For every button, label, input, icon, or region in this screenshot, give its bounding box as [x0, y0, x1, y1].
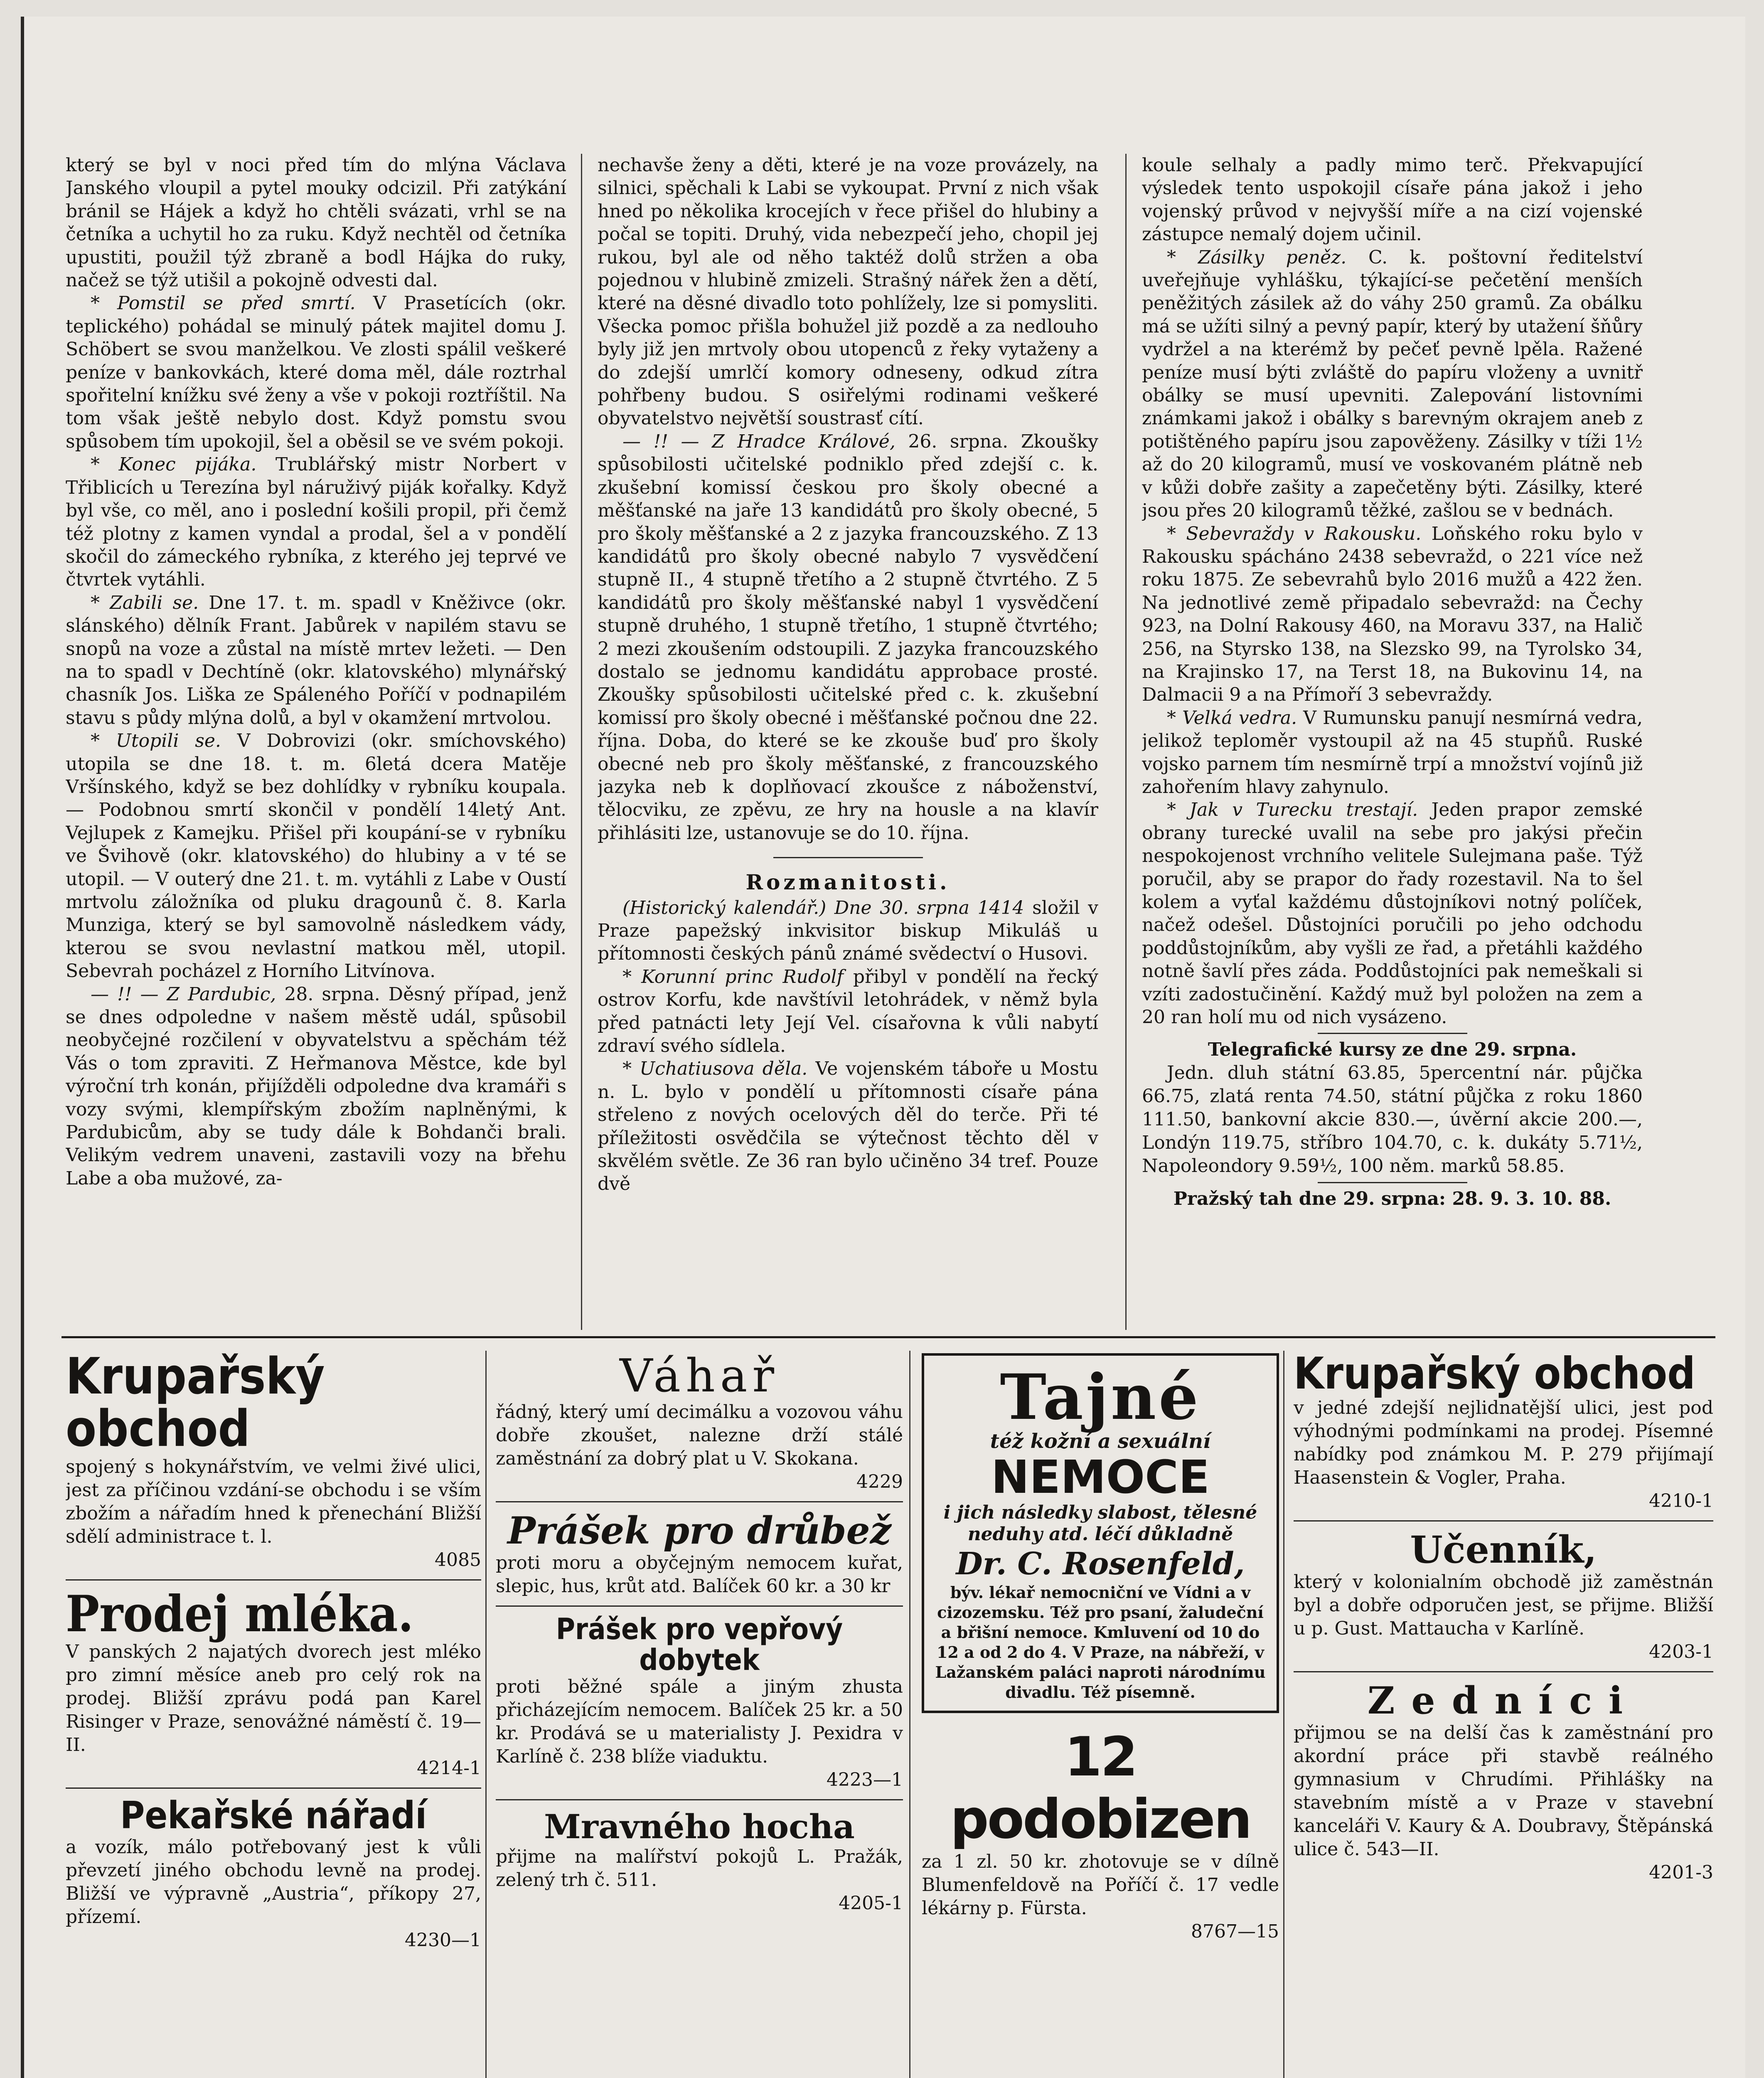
article-heading: * Jak v Turecku trestají. — [1167, 799, 1418, 821]
ad-name: Dr. C. Rosenfeld, — [956, 1546, 1245, 1582]
ad-code: 8767—15 — [1191, 1921, 1279, 1942]
article-paragraph — [66, 292, 566, 453]
ad-title: Zedníci — [1367, 1679, 1640, 1723]
column-1 — [66, 154, 566, 1330]
ad-text: proti běžné spále a jiným zhusta přicházejícím nemocem. Balíček 25 kr. a 50 kr. Prodává se u materialisty J. Pexidra v Karlíně č. 238 blíže viaduktu. — [496, 1676, 903, 1767]
ad-text: v jedné zdejší nejlidnatější ulici, jest pod výhodnými podmínkami na prodej. Písemné nabídky pod známkou M. P. 279 přijímají Haasenstein & Vogler, Praha. — [1294, 1397, 1713, 1489]
ad-title: Prodej mléka. — [66, 1585, 414, 1643]
ads-top-rule — [62, 1336, 1715, 1338]
ad-text: i jich následky slabost, tělesné neduhy atd. léčí důkladně — [943, 1502, 1257, 1545]
article-text: Loňského roku bylo v Rakousku spácháno 2438 sebevražd, o 221 více než roku 1875. Ze sebevrahů bylo 2016 mužů a 422 žen. Na jednotlivé země připadalo sebevražd: na Čechy 923, na Dolní Rakousy 460, na Moravu 337, na Halič 256, na Styrsko 138, na Slezsko 99, na Tyrolsko 34, na Krajinsko 17, na Terst 18, na Bukovinu 14, na Dalmacii 9 a na Přímoří 3 sebevraždy. — [1142, 523, 1643, 706]
article-heading: (Historický kalendář.) Dne 30. srpna 1414 — [622, 897, 1024, 918]
article-text: Dne 17. t. m. spadl v Kněživce (okr. slánského) dělník Frant. Jabůrek v napilém stavu se snopů na voze a zůstal na místě mrtev ležeti. — Den na to spadl v Dechtíně (okr. klatovského) mlynářský chasník Jos. Liška ze Spáleného Poříčí v podnapilém stavu s půdy mlýna dolů, a byl v okamžení mrtvolou. — [66, 592, 566, 729]
ad-title: Krupařský obchod — [66, 1351, 325, 1458]
lottery-results: Pražský tah dne 29. srpna: 28. 9. 3. 10. 88. — [1173, 1188, 1611, 1209]
article-heading: * Sebevraždy v Rakousku. — [1167, 523, 1422, 544]
article-text: 26. srpna. Zkoušky spůsobilosti učitelské podniklo před zdejší c. k. zkušební komissí českou pro školy obecné a měšťanské na jaře 13 kandidátů pro školy obecné, 5 pro školy měšťanské a 2 z jazyka francouzského. Z 13 kandidátů pro školy obecné nabylo 7 vysvědčení stupně II., 4 stupně třetího a 2 stupně čtvrtého. Z 5 kandidátů pro školy měšťanské nabyl 1 vysvědčení stupně druhého, 1 stupně třetího, 1 stupně čtvrtého; 2 mezi zkoušením odstoupili. Z jazyka francouzského dostalo se jednomu kandidátu approbace prosté. Zkoušky spůsobilosti učitelské před c. k. zkušební komissí pro školy obecné i měšťanské počnou dne 22. října. Doba, do které se ke zkouše buď pro školy obecné neb pro školy měšťanské, z francouzského jazyka neb k doplňovací zkoušce z náboženství, tělocviku, ze zpěvu, ze hry na housle a na klavír přihlásiti lze, ustanovuje se do 10. října. — [598, 431, 1098, 844]
article-paragraph — [598, 430, 1098, 844]
ad-code: 4223—1 — [827, 1769, 903, 1790]
article-text: V Rumunsku panují nesmírná vedra, jelikož teploměr vystoupil až na 45 stupňů. Ruské vojsko parnem tím nesmírně trpí a množství vojínů již zahořením hlavy zahynulo. — [1142, 707, 1643, 798]
ads-column-1 — [66, 1351, 481, 2078]
article-paragraph — [66, 983, 566, 1190]
article-heading: * Pomstil se před smrtí. — [91, 293, 356, 314]
ad-title: Prášek pro drůbež — [507, 1509, 891, 1553]
article-paragraph — [66, 453, 566, 591]
ad-code: 4201-3 — [1649, 1862, 1713, 1883]
ad-title: 12 podobizen — [950, 1725, 1251, 1851]
article-paragraph — [1142, 798, 1643, 1029]
ad-code: 4203-1 — [1649, 1641, 1713, 1663]
column-divider — [1283, 1351, 1284, 2078]
ad-code: 4214-1 — [417, 1758, 481, 1779]
article-paragraph — [1142, 522, 1643, 707]
ad-divider — [66, 1787, 481, 1789]
article-text: složil v Praze papežský inkvisitor biskup Mikuláš u přítomnosti českých pánů známé svědectví o Husovi. — [598, 897, 1098, 965]
ad-subtitle: též kožní a sexuální — [990, 1430, 1211, 1453]
ad-code: 4230—1 — [405, 1929, 481, 1951]
courses-text: Jedn. dluh státní 63.85, 5percentní nár. půjčka 66.75, zlatá renta 74.50, státní půjčka z roku 1860 111.50, bankovní akcie 830.—, úvěrní akcie 200.—, Londýn 119.75, stříbro 104.70, c. k. dukáty 5.71½, Napoleondory 9.59½, 100 něm. marků 58.85. — [1142, 1062, 1643, 1177]
ad-code: 4229 — [856, 1471, 903, 1492]
column-2 — [598, 154, 1098, 1330]
article-text: V Dobrovizi (okr. smíchovského) utopila se dne 18. t. m. 6letá dcera Matěje Vršínského, když se bez dohlídky v rybníku koupala. — Podobnou smrtí skončil v pondělí 14letý Ant. Vejlupek z Kamejku. Přišel při koupání-se v rybníku ve Švihově (okr. klatovského) do hlubiny a v té se utopil. — V outerý dne 21. t. m. vytáhli z Labe v Oustí mrtvolu záložníka od pluku dragounů č. 8. Karla Munziga, který se byl samovolně následkem vády, kterou se svou nevlastní matkou měl, utopil. Sebevrah pocházel z Horního Litvínova. — [66, 730, 566, 982]
ad-divider — [496, 1501, 903, 1502]
ad-code: 4205-1 — [839, 1893, 903, 1914]
article-text: přibyl v pondělí na řecký ostrov Korfu, kde navštívil letohrádek, v němž byla před patnácti lety Její Vel. císařovna k vůli nabytí zdraví svého sídlela. — [598, 966, 1098, 1057]
article-text: koule selhaly a padly mimo terč. Překvapující výsledek tento uspokojil císaře pána jakož i jeho vojenský průvod v nejvyšší míře a na cizí vojenské zástupce nemalý dojem učinil. — [1142, 155, 1643, 245]
section-rule — [773, 857, 923, 858]
ad-text: spojený s hokynářstvím, ve velmi živé ulici, jest za příčinou vzdání-se obchodu i se vším zbožím a nářadím hned k přenechání Bližší sdělí administrace t. l. — [66, 1456, 481, 1547]
ad-text: řádný, který umí decimálku a vozovou váhu dobře zkoušet, nalezne drží stálé zaměstnání za dobrý plat u V. Skokana. — [496, 1401, 903, 1469]
article-paragraph — [1142, 707, 1643, 799]
article-paragraph — [598, 896, 1098, 965]
article-heading: * Korunní princ Rudolf — [622, 966, 844, 987]
article-text: V Prasetících (okr. teplického) pohádal se minulý pátek majitel domu J. Schöbert se svou manželkou. Ve zlosti spálil veškeré peníze v bankovkách, které doma měl, dále roztrhal spořitelní knížku své ženy a vše v pokoji roztříštil. Na tom však ještě nebylo dost. Když pomstu svou spůsobem tím upokojil, šel a oběsil se ve svém pokoji. — [66, 293, 566, 452]
article-heading: — !! — Z Pardubic, — [91, 983, 276, 1005]
column-divider — [1125, 154, 1127, 1330]
ad-divider — [496, 1605, 903, 1607]
courses-title: Telegrafické kursy ze dne 29. srpna. — [1208, 1039, 1577, 1061]
ad-box-rosenfeld — [922, 1353, 1279, 1713]
ad-divider — [496, 1799, 903, 1800]
article-paragraph — [66, 591, 566, 729]
article-text: který se byl v noci před tím do mlýna Václava Janského vloupil a pytel mouky odcizil. Při zatýkání bránil se Hájek a když ho chtěli svázati, vrhl se na četníka a uchytil ho za ruku. Když nechtěl od četníka upustiti, použil týž zbraně a bodl Hájka do ruky, načež se týž utišil a pokojně odvesti dal. — [66, 155, 566, 291]
ad-title: Krupařský obchod — [1294, 1351, 1695, 1399]
ad-title: Tajné — [1000, 1361, 1201, 1434]
ad-title: Pekařské nářadí — [120, 1794, 427, 1837]
article-heading: * Velká vedra. — [1167, 707, 1297, 729]
article-text: nechavše ženy a děti, které je na voze provázely, na silnici, spěchali k Labi se vykoupat. První z nich však hned po několika krocejích v řece přišel do hlubiny a počal se topiti. Druhý, vida nebezpečí jeho, chopil jej rukou, byl ale od něho taktéž dolů stržen a oba pojednou v hlubině zmizeli. Strašný nářek žen a dětí, které na děsné divadlo toto pohlížely, lze si pomysliti. Všecka pomoc přišla bohužel již pozdě a za nedlouho byly již jen mrtvoly obou utopenců z řeky vytaženy a do zdejší umrlčí komory odneseny, odkud zítra pohřbeny budou. S osiřelými rodinami veškeré obyvatelstvo největší soustrasť cítí. — [598, 155, 1098, 429]
article-text: Jeden prapor zemské obrany turecké uvalil na sebe pro jakýsi přečin nespokojenost vrchního velitele Sulejmana paše. Týž poručil, aby se prapor do řady rozestavil. Na to šel kolem a vyťal každému důstojníkovi notný políček, načež odešel. Důstojníci poručili po jeho odchodu poddůstojníkům, aby vyšli ze řad, a přetáhli každého notně šavlí přes záda. Poddůstojníci pak nemeškali si vzíti zadostučinění. Každý muž byl položen na zem a 20 ran holí mu od nich vysázeno. — [1142, 799, 1643, 1028]
section-heading: Rozmanitosti. — [745, 870, 950, 895]
article-text: C. k. poštovní ředitelství uveřejňuje vyhlášku, týkající-se pečetění menších peněžitých zásilek až do váhy 250 gramů. Za obálku má se užíti silný a pevný papír, který by utažení šňůry vydržel a na kterémž by pečeť pevně lpěla. Ražené peníze musí býti zvláště do papíru vloženy a uvnitř obálky se musí upevniti. Zalepování listovními známkami jakož i obálky s barevným okrajem aneb z potištěného papíru jsou zapověženy. Zásilky v tíži 1½ až do 20 kilogramů, musí ve voskovaném plátně neb v kůži dobře zašity a zapečetěny býti. Zásilky, které jsou přes 20 kilogramů těžké, zašlou se v bednách. — [1142, 246, 1643, 522]
ads-column-4 — [1294, 1351, 1713, 2078]
article-paragraph — [598, 965, 1098, 1058]
article-heading: — !! — Z Hradce Králové, — [622, 431, 896, 452]
article-heading: * Zabili se. — [91, 592, 199, 613]
ad-code: 4210-1 — [1649, 1490, 1713, 1512]
column-3 — [1142, 154, 1643, 1330]
article-paragraph — [66, 729, 566, 982]
section-rule — [1318, 1033, 1467, 1034]
ad-title: Mravného hocha — [544, 1807, 855, 1846]
ad-text: za 1 zl. 50 kr. zhotovuje se v dílně Blumenfeldově na Poříčí č. 17 vedle lékárny p. Fürsta. — [922, 1851, 1279, 1919]
article-heading: * Zásilky peněz. — [1167, 246, 1347, 268]
ads-column-2 — [496, 1351, 903, 2078]
newspaper-page — [21, 17, 1745, 2078]
ad-text: V panských 2 najatých dvorech jest mléko pro zimní měsíce aneb pro celý rok na prodej. Bližší zprávu podá pan Karel Risinger v Praze, senovážné náměstí č. 19—II. — [66, 1641, 481, 1755]
column-divider — [485, 1351, 487, 2078]
ad-title: NEMOCE — [991, 1450, 1210, 1504]
ad-text: býv. lékař nemocniční ve Vídni a v cizozemsku. Též pro psaní, žaludeční a břišní nemoce. Kmluvení od 10 do 12 a od 2 do 4. V Praze, na nábřeží, v Lažanském paláci naproti národnímu divadlu. Též písemně. — [935, 1583, 1266, 1701]
ad-text: a vozík, málo potřebovaný jest k vůli převzetí jiného obchodu levně na prodej. Bližší ve výpravně „Austria“, příkopy 27, přízemí. — [66, 1836, 481, 1928]
ad-code: 4085 — [435, 1549, 481, 1571]
article-heading: * Utopili se. — [91, 730, 221, 752]
ad-text: přijme na malířství pokojů L. Pražák, zelený trh č. 511. — [496, 1846, 903, 1891]
article-text: 28. srpna. Děsný případ, jenž se dnes odpoledne v našem městě udál, spůsobil neobyčejné rozčilení v obyvatelstvu a spěchám též Vás o tom zpraviti. Z Heřmanova Městce, kde byl výroční trh konán, přijížděli odpoledne dva kramáři s vozy svými, klempířským zbožím naplněnými, k Pardubicům, aby se tudy dále k Bohdanči brali. Velikým vedrem unaveni, zastavili vozy na břehu Labe a oba mužové, za- — [66, 983, 566, 1189]
ads-column-3 — [922, 1351, 1279, 2078]
article-heading: * Konec pijáka. — [91, 454, 257, 475]
column-divider — [581, 154, 582, 1330]
article-text: Trublářský mistr Norbert v Třiblicích u Terezína byl náruživý piják kořalky. Když byl vše, co měl, ano i poslední košili propil, při čemž též plotny z kamen vyndal a prodal, šel a v pondělí skočil do zámeckého rybníka, z kterého jej teprvé ve čtvrtek vytáhli. — [66, 454, 566, 591]
ad-text: přijmou se na delší čas k zaměstnání pro akordní práce při stavbě reálného gymnasium v Chrudími. Přihlášky na stavebním místě a v Praze v stavební kanceláři V. Kaury & A. Doubravy, Štěpánská ulice č. 543—II. — [1294, 1722, 1713, 1860]
ad-divider — [1294, 1671, 1713, 1672]
article-paragraph — [598, 1057, 1098, 1195]
ad-divider — [1294, 1520, 1713, 1522]
ad-divider — [66, 1579, 481, 1581]
section-rule — [1318, 1182, 1467, 1183]
article-heading: * Uchatiusova děla. — [622, 1058, 808, 1080]
ad-text: proti moru a obyčejným nemocem kuřat, slepic, hus, krůt atd. Balíček 60 kr. a 30 kr — [496, 1552, 903, 1597]
article-paragraph — [1142, 246, 1643, 522]
ad-title: Váhař — [620, 1351, 779, 1402]
ad-text: který v kolonialním obchodě již zaměstnán byl a dobře odporučen jest, se přijme. Bližší u p. Gust. Mattaucha v Karlíně. — [1294, 1571, 1713, 1640]
article-text: Ve vojenském táboře u Mostu n. L. bylo v pondělí u přítomnosti císaře pána střeleno z nových ocelových děl do terče. Při té příležitosti osvědčila se výtečnost těchto děl v skvělém světle. Ze 36 ran bylo učiněno 34 tref. Pouze dvě — [598, 1058, 1098, 1195]
column-divider — [909, 1351, 910, 2078]
ad-title: Učenník, — [1410, 1528, 1597, 1572]
ad-title: Prášek pro vepřový dobytek — [556, 1612, 843, 1677]
